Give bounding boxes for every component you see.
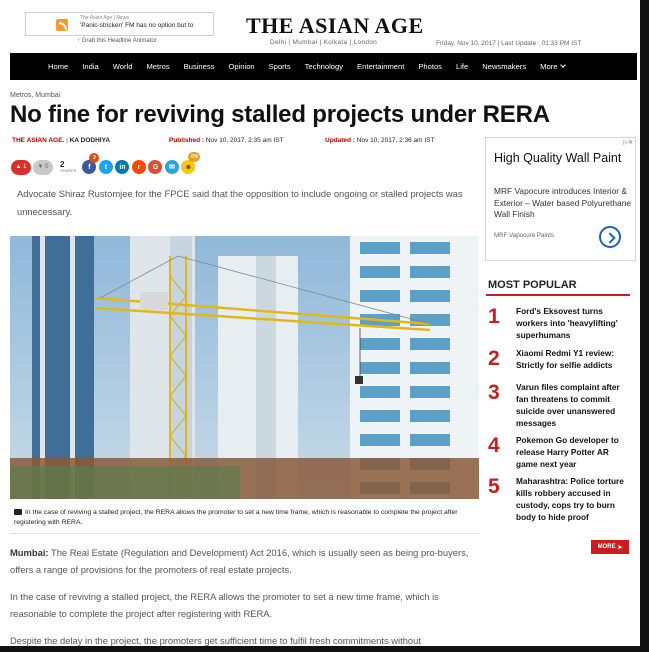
email-icon: ✉ <box>169 164 175 171</box>
adchoices-icon[interactable]: ▷✕ <box>623 140 633 146</box>
published-label: Published : <box>169 137 205 144</box>
reddit-icon: r <box>137 163 141 171</box>
nav-home[interactable]: Home <box>48 62 69 71</box>
main-nav <box>10 53 637 80</box>
thumbs-down-icon: ▼ <box>37 164 44 170</box>
most-popular-link[interactable]: Ford's Eksovest turns workers into 'heavylifting' superhumans <box>516 306 618 340</box>
nav-sports[interactable]: Sports <box>268 62 291 71</box>
editions: Delhi | Mumbai | Kolkata | London <box>270 39 378 46</box>
advertisement[interactable] <box>485 137 636 261</box>
google-plus-share-button[interactable] <box>148 160 162 174</box>
ad-body: MRF Vapocure introduces Interior & Exterior – Water based Polyurethane Wall Finish <box>494 186 632 219</box>
facebook-icon: f <box>88 163 91 171</box>
reddit-share-button[interactable] <box>132 160 146 174</box>
published-date <box>169 137 284 144</box>
nav-world[interactable]: World <box>112 62 133 71</box>
byline: THE ASIAN AGE. | KA DODHIYA <box>12 137 111 144</box>
updated-value: Nov 10, 2017, 2:36 am IST <box>356 137 435 144</box>
date-update: Friday, Nov 10, 2017 | Last Update : 01:33 PM IST <box>436 40 582 47</box>
article-paragraph: In the case of reviving a stalled project, the RERA allows the promoter to set a new time frame, which is reasonable to complete the project after registering with RERA. <box>10 591 439 619</box>
thumbs-up-icon: ▲ <box>15 164 22 170</box>
updated-date <box>325 137 434 144</box>
nav-more-label: More <box>540 62 558 71</box>
most-popular-title: MOST POPULAR <box>488 279 577 291</box>
photo-caption <box>14 508 464 528</box>
dateline: Mumbai: <box>10 547 49 558</box>
rank-number: 3 <box>488 381 500 404</box>
grab-headline-link[interactable]: ↑ Grab this Headline Animator <box>77 38 157 44</box>
most-popular-link[interactable]: Xiaomi Redmi Y1 review: Strictly for selfie addicts <box>516 348 615 370</box>
rank-number: 2 <box>488 347 500 370</box>
emoji-reaction-button[interactable] <box>181 154 199 174</box>
site-logo[interactable]: THE ASIAN AGE <box>246 13 424 38</box>
article-summary: Advocate Shiraz Rustomjee for the FPCE said that the opposition to include ongoing or stalled projects was unnecessary. <box>17 188 463 217</box>
nav-technology[interactable]: Technology <box>304 62 344 71</box>
like-button[interactable] <box>11 160 31 175</box>
article-photo <box>10 236 479 499</box>
photo-caption-text: In the case of reviving a stalled project, the RERA allows the promoter to set a new time frame, which is reasonable to complete the project after registering with RERA. <box>14 509 458 526</box>
emoji-reaction-badge: 0% <box>188 152 200 162</box>
arrow-right-icon: ➤ <box>617 544 623 551</box>
ad-arrow-icon[interactable] <box>599 226 621 248</box>
share-bar <box>11 154 199 175</box>
most-popular-link[interactable]: Varun files complaint after fan threatens to commit suicide over unanswered messages <box>516 382 620 428</box>
ad-advertiser: MRF Vapocure Paints <box>494 232 555 239</box>
most-popular-link[interactable]: Pokemon Go developer to release Harry Potter AR game next year <box>516 435 619 469</box>
nav-metros[interactable]: Metros <box>146 62 170 71</box>
most-popular-link[interactable]: Maharashtra: Police torture kills robbery accused in custody, cops try to burn body to hide proof <box>516 476 624 522</box>
article-headline: No fine for reviving stalled projects under RERA <box>10 101 550 128</box>
more-button[interactable] <box>591 540 629 554</box>
more-button-label: MORE <box>597 544 616 550</box>
most-popular-rule <box>486 294 630 296</box>
published-value: Nov 10, 2017, 2:35 am IST <box>205 137 284 144</box>
google-plus-icon: G <box>152 163 159 171</box>
email-share-button[interactable] <box>165 160 179 174</box>
nav-india[interactable]: India <box>82 62 99 71</box>
rank-number: 5 <box>488 475 500 498</box>
shares-label: SHARES <box>60 168 77 173</box>
dislike-button[interactable] <box>33 160 53 175</box>
emoji-icon: ☻ <box>184 163 193 171</box>
twitter-icon: t <box>104 163 108 171</box>
nav-newsmakers[interactable]: Newsmakers <box>482 62 527 71</box>
paragraph-1-text: The Real Estate (Regulation and Development) Act 2016, which is usually seen as being pro-buyers, offers a range of provisions for the promoters of real estate projects. <box>10 547 469 575</box>
like-count: 1 <box>23 164 27 170</box>
share-count-value: 2 <box>60 160 65 169</box>
linkedin-icon: in <box>119 163 126 171</box>
caption-divider <box>10 533 480 534</box>
linkedin-share-button[interactable] <box>115 160 129 174</box>
ad-title[interactable]: High Quality Wall Paint <box>494 151 622 165</box>
twitter-share-button[interactable] <box>99 160 113 174</box>
construction-crane-image <box>10 236 479 499</box>
rank-number: 1 <box>488 305 500 328</box>
rank-number: 4 <box>488 434 500 457</box>
breadcrumb[interactable]: Metros, Mumbai <box>10 92 61 99</box>
chevron-down-icon <box>561 62 567 68</box>
nav-opinion[interactable]: Opinion <box>228 62 255 71</box>
byline-source[interactable]: THE ASIAN AGE. <box>12 137 65 144</box>
nav-life[interactable]: Life <box>455 62 469 71</box>
nav-more[interactable] <box>540 62 565 71</box>
rss-icon <box>56 19 68 31</box>
camera-icon <box>14 509 22 515</box>
widget-headline[interactable]: 'Panic-stricken' FM has no option but to <box>80 22 194 29</box>
byline-author[interactable]: KA DODHIYA <box>69 137 111 144</box>
headline-animator-widget[interactable] <box>25 12 214 36</box>
nav-photos[interactable]: Photos <box>418 62 442 71</box>
facebook-share-badge: 2 <box>89 153 99 163</box>
nav-business[interactable]: Business <box>183 62 215 71</box>
window-edge-bottom <box>0 646 649 652</box>
share-count <box>60 161 76 173</box>
nav-entertainment[interactable]: Entertainment <box>357 62 405 71</box>
article-paragraph: Despite the delay in the project, the promoters get sufficient time to fulfil fresh commitments without <box>10 635 421 646</box>
window-edge-right <box>640 0 649 652</box>
facebook-share-button[interactable] <box>82 155 96 174</box>
dislike-count: 0 <box>45 164 49 170</box>
article-paragraph <box>10 544 473 578</box>
updated-label: Updated : <box>325 137 355 144</box>
widget-source: The Asian Age | News <box>80 15 129 21</box>
